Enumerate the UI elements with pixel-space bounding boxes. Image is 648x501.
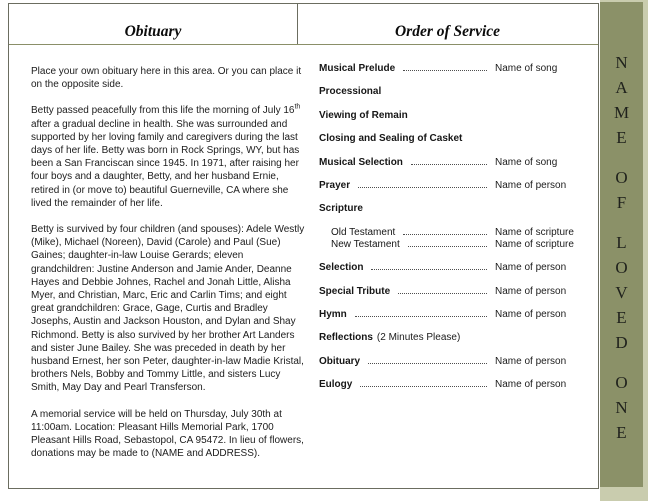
order-of-service-list (319, 63, 587, 402)
banner-word-one (615, 370, 627, 445)
superscript-text: th (294, 104, 301, 112)
sidebar-letter: E (616, 128, 627, 147)
order-item-label: Special Tribute (319, 285, 391, 297)
obituary-header: Obituary (124, 23, 182, 40)
order-item-label: Musical Selection (319, 156, 403, 168)
name-banner (600, 0, 648, 501)
paragraph-text: after a gradual decline in health. She was surrounded and supported by her loving family and caregivers during the last days of her life. Betty was born in Rock Springs, WY, but has been a San Franciscan since 1945. In 1971, after raising her four boys and a daughter, Betty, and her husband Ernie, retired in (or move to) beautiful Guerneville, CA where she lived the remainder of her life. (31, 118, 300, 209)
order-item-value: Name of song (495, 63, 558, 74)
order-item-hymn (319, 309, 587, 321)
order-item-label: Selection (319, 262, 364, 274)
order-item-prayer (319, 180, 587, 192)
order-item-reflections (319, 332, 587, 344)
order-item-closing-and-sealing-of-casket (319, 133, 587, 145)
dotted-leader (371, 269, 487, 270)
order-item-value: Name of person (495, 308, 567, 320)
paragraph-text: Place your own obituary here in this area. Or you can place it on the opposite side. (31, 66, 302, 91)
order-item-viewing-of-remain (319, 110, 587, 122)
sidebar-letter: E (616, 308, 627, 327)
order-item-label: Viewing of Remain (319, 109, 408, 121)
order-item-value: Name of song (495, 156, 558, 168)
program-page (8, 3, 599, 489)
order-item-label: New Testament (331, 238, 400, 250)
banner-word-loved (615, 230, 627, 355)
order-item-label: Musical Prelude (319, 63, 396, 74)
order-item-eulogy (319, 379, 587, 391)
header-divider (297, 4, 298, 44)
order-item-value: Name of scripture (495, 238, 574, 250)
sidebar-letter: E (616, 423, 627, 442)
sidebar-letter: V (615, 283, 628, 302)
order-item-label: Prayer (319, 179, 351, 191)
sidebar-letter: F (616, 193, 627, 212)
sidebar-letter: O (615, 168, 628, 187)
order-item-label: Reflections (319, 332, 373, 344)
order-item-note: (2 Minutes Please) (376, 332, 461, 344)
order-item-selection (319, 262, 587, 274)
header-underline (9, 44, 598, 45)
order-item-musical-selection (319, 157, 587, 169)
order-item-special-tribute (319, 286, 587, 298)
order-item-label: Eulogy (319, 379, 353, 391)
obituary-paragraph-4 (31, 408, 308, 461)
obituary-paragraph-1 (31, 65, 308, 91)
order-item-value: Name of person (495, 285, 567, 297)
order-item-value: Name of person (495, 379, 567, 391)
banner-highlight-bottom (600, 487, 648, 501)
dotted-leader (358, 187, 487, 188)
dotted-leader (411, 164, 487, 165)
paragraph-text: Betty is survived by four children (and spouses): Adele Westly (Mike), Michael (Noreen), David (Carole) and Paul (Sue) Gaines; daughter-in-law Louise Gerards; eleven grandchildren: Justine Anderson and Jamie Ander, Deanne Hayes and Debbie Johnes, Rachel and Jonah Little, Alisha Myer, and Christian, Marc, Eric and Carlin Tims; and eight great grandchildren: Grace, Gage, Curtis and Bradley Josephs, Austin and Jackson Houston, and Dylan and Shay Richmond. Betty is also survived by her brother Art Landers and sister June Bailey. She was preceded in death by her husband Ernest, her son Peter, daughter-in-law Madie Kristal, brothers Nels, Bobby and Tommy Little, and sisters Lucy Smith, May Day and Pearl Transferson. (31, 224, 305, 394)
sidebar-letter: N (615, 398, 628, 417)
order-item-label: Scripture (319, 203, 363, 215)
order-item-label: Hymn (319, 308, 347, 320)
obituary-paragraph-3 (31, 223, 308, 395)
order-item-scripture (319, 203, 587, 215)
order-item-label: Old Testament (331, 226, 396, 238)
sidebar-letter: M (613, 103, 630, 122)
sidebar-letter: O (615, 258, 628, 277)
order-item-new-testament (319, 239, 587, 251)
banner-word-name (614, 50, 629, 150)
sidebar-letter: O (615, 373, 628, 392)
obituary-text (31, 65, 308, 473)
order-item-value: Name of person (495, 355, 567, 367)
sidebar-letter: D (615, 333, 628, 352)
dotted-leader (355, 316, 487, 317)
sidebar-name-text (600, 50, 643, 460)
order-item-processional (319, 86, 587, 98)
order-item-label: Processional (319, 86, 382, 98)
order-item-obituary (319, 356, 587, 368)
order-item-value: Name of scripture (495, 226, 574, 238)
dotted-leader (368, 363, 487, 364)
sidebar-letter: N (615, 53, 628, 72)
order-of-service-header: Order of Service (394, 23, 501, 40)
sidebar-letter: A (615, 78, 628, 97)
sidebar-letter: L (616, 233, 627, 252)
banner-highlight-right (643, 0, 648, 501)
banner-word-of (615, 165, 627, 215)
banner-highlight-top (600, 0, 648, 2)
paragraph-text: A memorial service will be held on Thursday, July 30th at 11:00am. Location: Pleasant Hills Memorial Park, 1700 Pleasant Hills Road, Sebastopol, CA 95472. In lieu of flowers, donations may be made to (NAME and ADDRESS). (31, 408, 304, 460)
obituary-paragraph-2 (31, 104, 308, 210)
order-item-label: Obituary (319, 355, 361, 367)
order-item-musical-prelude (319, 63, 587, 75)
order-item-value: Name of person (495, 262, 567, 274)
dotted-leader (403, 70, 487, 71)
order-item-old-testament (319, 227, 587, 239)
paragraph-text: Betty passed peacefully from this life the morning of July 16 (31, 105, 295, 117)
dotted-leader (403, 234, 487, 235)
dotted-leader (408, 246, 487, 247)
order-item-value: Name of person (495, 179, 567, 191)
order-item-label: Closing and Sealing of Casket (319, 133, 463, 145)
dotted-leader (398, 293, 487, 294)
header-band (9, 4, 598, 44)
dotted-leader (360, 386, 487, 387)
